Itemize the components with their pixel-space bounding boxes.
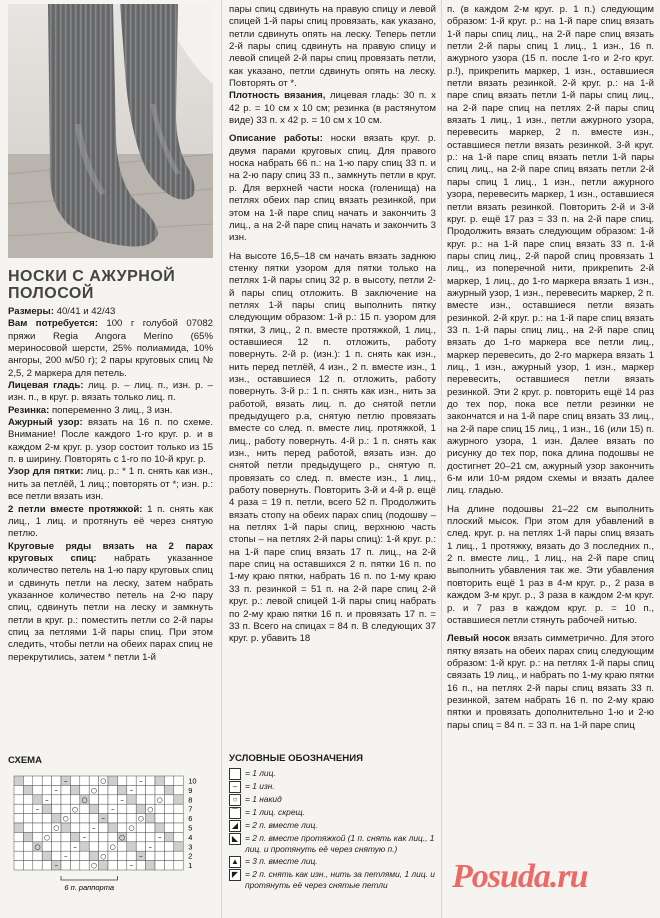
chart-symbol: ○ (119, 833, 126, 842)
chart-row-number: 1 (188, 861, 193, 871)
chart-cell (164, 795, 173, 804)
chart-cell (14, 851, 23, 860)
chart-cell (146, 814, 155, 823)
chart-cell (136, 861, 145, 870)
chart-symbol: – (73, 842, 77, 851)
chart-cell (155, 823, 164, 832)
chart-cell (117, 823, 126, 832)
chart-cell (61, 785, 70, 794)
legend-symbol-icon: ○ (229, 794, 241, 806)
chart-cell (127, 795, 136, 804)
legend-text: = 1 лиц. (245, 768, 276, 778)
chart-cell (80, 814, 89, 823)
chart-cell (174, 823, 183, 832)
chart-symbol: ○ (137, 814, 144, 823)
chart-cell (61, 861, 70, 870)
chart-cell (33, 795, 42, 804)
chart-cell (164, 785, 173, 794)
chart-cell (136, 795, 145, 804)
paragraph: Лицевая гладь: лиц. р. – лиц. п., изн. р. – изн. п., в круг. р. вязать только лиц. п. (8, 380, 213, 404)
chart-symbol: ○ (156, 795, 163, 804)
chart-symbol: ○ (43, 833, 50, 842)
chart-symbol: – (129, 786, 134, 795)
chart-cell (146, 861, 155, 870)
paragraph: Левый носок вязать симметрично. Для этого пятку вязать на обеих парах спиц следующим образом: 1-й круг. р.: на петлях 1-й пары спиц связать 19 лиц., и набрать по 1-му краю пятки 16 п., на петлях 2-й пары спиц вязать 33 п. резинкой, затем набрать 16 п. по 2-му краю пятки и провязать дополнительно 1-ю и 2-ю пары спиц = 84 п. = 33 п. на 1-й паре спиц (447, 633, 655, 731)
legend-item (229, 869, 439, 891)
chart-cell (117, 842, 126, 851)
legend-item (229, 794, 439, 806)
chart-cell (80, 785, 89, 794)
text-column-2 (229, 4, 436, 646)
chart-cell (42, 785, 51, 794)
chart-symbol: – (157, 833, 162, 842)
chart-symbol: – (35, 805, 40, 814)
chart-cell (33, 785, 42, 794)
paragraph: Ажурный узор: вязать на 16 п. по схеме. Внимание! После каждого 1-го круг. р. и в каждом 2-м круг. р. узор состоит только из 15 п. в ширину. Повторять с 1-го по 10-й круг. р. (8, 417, 213, 466)
chart-cell (99, 842, 108, 851)
chart-cell (164, 861, 173, 870)
chart-symbol: ○ (53, 824, 60, 833)
chart-cell (14, 804, 23, 813)
chart-cell (70, 814, 79, 823)
chart-cell (174, 861, 183, 870)
chart-cell (136, 785, 145, 794)
chart-cell (117, 851, 126, 860)
chart-cell (108, 851, 117, 860)
paragraph: Описание работы: носки вязать круг. р. двумя парами круговых спиц. Для правого носка набрать 66 п.: на 1-ю пару спиц 33 п. и на 2-ю пару спиц 33 п., замкнуть петли в круг. р. Для верхней части носка (голенища) на петлях обеих пар спиц вязать резинкой, при этом на 1-й паре спиц начать и закончить 3 лиц., а на 2-й паре спиц начать и закончить 3 изн. (229, 133, 436, 244)
chart-cell (127, 814, 136, 823)
chart-cell (164, 823, 173, 832)
paragraph: Плотность вязания, лицевая гладь: 30 п. х 42 р. = 10 см х 10 см; резинка (в растянутом виде) 33 п. х 42 р. = 10 см х 10 см. (229, 90, 436, 127)
chart-cell (80, 823, 89, 832)
chart-cell (70, 832, 79, 841)
chart-cell (14, 842, 23, 851)
chart-symbol: – (92, 824, 96, 833)
legend-item (229, 833, 439, 855)
chart-symbol: – (101, 814, 106, 823)
chart-symbol: ○ (147, 805, 154, 814)
chart-cell (174, 832, 183, 841)
chart-cell (108, 861, 117, 870)
chart-cell (33, 814, 42, 823)
chart-cell (127, 842, 136, 851)
chart-symbol: ○ (72, 805, 79, 814)
chart-symbol: ○ (90, 786, 97, 795)
chart-cell (146, 823, 155, 832)
chart-cell (155, 842, 164, 851)
chart-cell (80, 776, 89, 785)
chart-cell (42, 804, 51, 813)
column-divider (221, 0, 222, 918)
chart-row-number: 2 (188, 851, 193, 861)
chart-cell (42, 851, 51, 860)
chart-cell (23, 851, 32, 860)
chart-cell (155, 776, 164, 785)
chart-cell (174, 804, 183, 813)
chart-cell (14, 785, 23, 794)
chart-cell (136, 804, 145, 813)
legend-text: = 1 изн. (245, 781, 275, 791)
legend-item (229, 781, 439, 793)
chart-symbol: ○ (34, 842, 41, 851)
chart-cell (89, 832, 98, 841)
chart-cell (14, 776, 23, 785)
chart-cell (99, 795, 108, 804)
chart-cell (146, 776, 155, 785)
chart-cell (33, 861, 42, 870)
chart-cell (61, 795, 70, 804)
chart-cell (155, 861, 164, 870)
chart-cell (164, 804, 173, 813)
schema-title: СХЕМА (8, 755, 42, 766)
text-column-1 (8, 276, 213, 664)
paragraph: п. (в каждом 2-м круг. р. 1 п.) следующим образом: 1-й круг. р.: на 1-й паре спиц вязать 1-й пары спиц лиц., на 2-й паре спиц вязать петли 2-й пары спиц 1 лиц., 1 изн., 16 п. ажурного узора (15 п. после 1-го и 2-го круг. р.!), прикрепить маркер, 1 изн., оставшиеся петли вязать резинкой. 2-й круг. р.: на 1-й паре спиц вязать петли 1-й пары спиц лиц., на 2-й паре спиц на петлях 2-й пары спиц вязать 1 лиц., 1 изн., петли ажурного узора, перевесить маркер, 2 п. вместе изн., оставшиеся петли вязать резинкой. 3-й круг. р.: на 1-й паре спиц вязать петли 1-й пары спиц лиц., на 2-й паре спиц вязать петли 2-й пары спиц 1 лиц., 1 изн., петли ажурного узора, перевесить маркер, 1 изн., оставшиеся петли вязать резинкой. Повторить 2-й и 3-й круг. р. ещё 17 раз = 33 п. на 2-й паре спиц. Продолжить вязать следующим образом: 1-й круг. р.: на 1-й паре спиц вязать 33 п. 1-й пары спиц лиц., 2-й парой спиц провязать 1 лиц., из поперечной нити, прикрепить 2-й маркер, 1 лиц., до 1-го маркера вязать 1 изн., ажурный узор, 1 изн., перевесить маркер, 2 п. вместе изн., оставшиеся петли вязать резинкой. 2-й круг. р.: на 1-й паре спиц вязать 33 п. 1-й пары спиц лиц., на 2-й паре спиц вязать до 1-го маркера все петли лиц., маркер перевесить, до 2-го маркера вязать 1 лиц., 1 изн., ажурный узор, 1 изн., маркер перевесить, оставшиеся петли вязать резинкой. Эти 2 круг. р. повторить ещё 14 раз до тех пор, пока все петли резинки не закончатся и на 1-й паре спиц вязать 33 лиц., на 2-й паре спиц 15 лиц., 1 изн., 16 (или 15) п. ажурного узора, 1 изн. Далее вязать по рисунку до тех пор, пока длина подошвы не достигнет 20–21 см, ажурный узор закончить 6-м или 10-м рядом схемы и вязать далее лиц. гладью. (447, 4, 654, 497)
legend-text: = 2 п. снять как изн., нить за петлями, 1 лиц. и протянуть её через снятые петли (245, 869, 435, 890)
chart-cell (136, 823, 145, 832)
chart-cell (14, 861, 23, 870)
chart-cell (33, 823, 42, 832)
chart-cell (33, 832, 42, 841)
chart-cell (14, 832, 23, 841)
chart-cell (80, 861, 89, 870)
chart-symbol: – (54, 786, 59, 795)
chart-cell (146, 795, 155, 804)
chart-cell (52, 776, 61, 785)
chart-cell (14, 823, 23, 832)
chart-symbol: – (45, 795, 49, 804)
chart-row-number: 3 (188, 842, 193, 852)
chart-cell (61, 832, 70, 841)
chart-cell (164, 832, 173, 841)
paragraph: На длине подошвы 21–22 см выполнить плоский мысок. При этом для убавлений в след. круг. р. на петлях 1-й пары спиц вязать 1 лиц., 1 протяжку, вязать до 3 последних п., 2 п. вместе лиц., 1 лиц., на 2-й паре спиц выполнить убавления так же. Эти убавления повторить ещё 1 раз в 4-м круг. р., 2 раза в каждом 3-м круг. р., 3 раза в каждом 2-м круг. р. и 7 раз в каждом круг. р. = 10 п., оставшиеся петли стянуть рабочей нитью. (447, 503, 654, 626)
chart-symbol: ○ (90, 861, 97, 870)
chart-cell (127, 832, 136, 841)
chart-cell (99, 804, 108, 813)
chart-cell (108, 776, 117, 785)
chart-row-number: 9 (188, 785, 193, 795)
chart-symbol: – (120, 795, 124, 804)
chart-cell (14, 814, 23, 823)
chart-cell (174, 795, 183, 804)
chart-cell (174, 814, 183, 823)
chart-cell (42, 861, 51, 870)
chart-cell (23, 776, 32, 785)
chart-row-number: 4 (188, 832, 193, 842)
legend-symbol-icon: ⌒ (231, 808, 239, 817)
chart-cell (155, 851, 164, 860)
watermark-logo: Posuda.ru (452, 858, 588, 895)
chart-cell (117, 861, 126, 870)
chart-cell (23, 832, 32, 841)
legend-symbol-icon: – (229, 781, 241, 793)
chart-cell (127, 776, 136, 785)
paragraph: 2 петли вместе протяжкой: 1 п. снять как лиц., 1 лиц. и протянуть её через снятую петлю. (8, 503, 213, 540)
chart-cell (52, 851, 61, 860)
legend-text: = 2 п. вместе протяжкой (1 п. снять как лиц., 1 лиц. и протянуть её через снятую п.) (245, 833, 435, 854)
chart-cell (99, 861, 108, 870)
chart-symbol: – (82, 833, 87, 842)
chart-cell (99, 823, 108, 832)
chart-cell (52, 832, 61, 841)
chart-cell (99, 785, 108, 794)
legend-symbol-icon (229, 768, 241, 780)
chart-cell (42, 814, 51, 823)
chart-symbol: – (63, 777, 68, 786)
legend-item (229, 807, 439, 819)
chart-cell (33, 851, 42, 860)
chart-symbol: ○ (128, 824, 135, 833)
chart-cell (42, 842, 51, 851)
knitting-chart (10, 770, 210, 915)
chart-symbol: – (110, 805, 115, 814)
legend-item (229, 820, 439, 832)
chart-cell (33, 776, 42, 785)
chart-symbol: – (63, 852, 68, 861)
chart-cell (89, 814, 98, 823)
chart-cell (136, 842, 145, 851)
chart-cell (89, 804, 98, 813)
chart-cell (23, 795, 32, 804)
chart-cell (174, 842, 183, 851)
chart-cell (70, 776, 79, 785)
chart-symbol: – (139, 852, 143, 861)
chart-row-number: 5 (188, 823, 193, 833)
chart-cell (42, 823, 51, 832)
chart-cell (89, 795, 98, 804)
chart-symbol: ○ (81, 795, 88, 804)
chart-cell (99, 832, 108, 841)
chart-cell (117, 804, 126, 813)
chart-cell (164, 814, 173, 823)
chart-symbol: – (129, 861, 134, 870)
paragraph: Резинка: попеременно 3 лиц., 3 изн. (8, 404, 173, 416)
chart-symbol: ○ (109, 842, 116, 851)
chart-cell (23, 814, 32, 823)
chart-cell (23, 842, 32, 851)
column-divider (441, 0, 442, 918)
chart-cell (117, 814, 126, 823)
chart-cell (127, 851, 136, 860)
chart-row-number: 7 (188, 804, 193, 814)
chart-cell (52, 842, 61, 851)
chart-cell (52, 795, 61, 804)
chart-symbol: – (148, 842, 153, 851)
legend-symbol-icon: ▲ (229, 856, 241, 868)
legend-symbol-icon: ◤ (229, 869, 241, 881)
legend-text: = 3 п. вместе лиц. (245, 856, 318, 866)
text-column-3 (447, 4, 654, 732)
repeat-label: 6 п. раппорта (64, 883, 115, 892)
chart-cell (164, 851, 173, 860)
chart-cell (89, 851, 98, 860)
chart-cell (23, 785, 32, 794)
chart-cell (174, 785, 183, 794)
paragraph: На высоте 16,5–18 см начать вязать заднюю стенку пятки узором для пятки только на петлях 1-й пары спиц 32 р. в высоту, петли 2-й пары спиц отложить. В заключение на петлях 1-й пары спиц выполнить пятку следующим образом: 1-й р.: 15 п. узором для пятки, 3 лиц., 2 п. вместе протяжкой, 1 лиц., оставшиеся 12 п. отложить, работу повернуть. 2-й р. (изн.): 1 п. снять как изн., нить перед петлёй, 4 изн., 2 п. вместе изн., 1 изн., оставшиеся 12 п. отложить, работу повернуть. 3-й р.: 1 п. снять как изн., нить за работой, вязать лиц. п. до снятой петли предыдущего р.а, снятую петлю провязать вместе со след. п. вместе лиц. протяжкой, 1 лиц., работу повернуть. 4-й р.: 1 п. снять как изн., нить перед работой, вязать изн. до снятой петли предыдущего р., снятую п. провязать со след. п. вместе изн., 1 лиц., работу повернуть. Повторить 3-й и 4-й р. ещё 4 раза = 19 п. петли, всего 52 п. Продолжить вязать стопу на обеих парах спиц (подошву – на петлях 1-й пары спиц, верхнюю часть стопы – на петлях 2-й пары спиц): 1-й круг. р.: на 1-й паре спиц вязать 17 п. лиц., на 2-й паре спиц на оставшихся 2 п. пятки 16 п. по 1-му краю пятки, набрать 16 п. по 1-му краю 33 п. резинкой = 51 п. на 2-й паре спиц 2-й круг. р.: левой спицей 1-й пары спиц набрать по 2-му краю пятки 16 п. и провязать 17 п. = 33 п. Всего на спицах = 84 п. В следующих 37 круг. р. убавить 18 (229, 250, 436, 645)
paragraph: Размеры: 40/41 и 42/43 (8, 306, 116, 317)
legend-text: = 2 п. вместе лиц. (245, 820, 318, 830)
chart-cell (61, 823, 70, 832)
chart-symbol: ○ (100, 777, 107, 786)
chart-cell (136, 832, 145, 841)
chart-cell (117, 785, 126, 794)
chart-cell (117, 776, 126, 785)
chart-cell (127, 804, 136, 813)
chart-cell (108, 785, 117, 794)
legend-text: = 1 лиц. скрещ. (245, 807, 305, 817)
legend-title: УСЛОВНЫЕ ОБОЗНАЧЕНИЯ (229, 753, 363, 764)
chart-cell (52, 804, 61, 813)
chart-cell (146, 785, 155, 794)
chart-cell (80, 851, 89, 860)
legend-symbol-icon: ◣ (229, 833, 241, 845)
chart-symbol: – (54, 861, 59, 870)
chart-cell (23, 823, 32, 832)
paragraph: Узор для пятки: лиц. р.: * 1 п. снять как изн., нить за петлёй, 1 лиц.; повторять от *; изн. р.: все петли вязать изн. (8, 466, 213, 503)
chart-cell (70, 851, 79, 860)
chart-cell (52, 814, 61, 823)
chart-symbol: ○ (62, 814, 69, 823)
legend-item (229, 856, 439, 868)
chart-cell (108, 795, 117, 804)
chart-cell (23, 861, 32, 870)
chart-cell (80, 804, 89, 813)
paragraph: Круговые ряды вязать на 2 парах круговых спиц: набрать указанное количество петель на 1-ю пару круговых спиц и сдвинуть петли на леску, затем набрать указанное количество петель на 2-ю пару спиц, сдвинуть петли на леску и замкнуть петли в круг. р.: поместить петли со 2-й пары спиц за петлями 1-й пары спиц. При этом следить, чтобы петли на обеих парах спиц не перекрутились, затем * петли 1-й (8, 540, 213, 663)
article-title: НОСКИ С АЖУРНОЙ ПОЛОСОЙ (8, 268, 176, 302)
chart-row-number: 10 (188, 776, 197, 786)
socks-photo (8, 4, 213, 258)
chart-symbol: ○ (100, 852, 107, 861)
repeat-bracket (61, 876, 117, 880)
chart-row-number: 8 (188, 795, 193, 805)
legend (229, 768, 439, 892)
chart-cell (108, 823, 117, 832)
chart-cell (155, 785, 164, 794)
chart-cell (70, 795, 79, 804)
chart-cell (164, 776, 173, 785)
chart-cell (146, 832, 155, 841)
paragraph: пары спиц сдвинуть на правую спицу и левой спицей 1-й пары спиц провязать, как указано, петли сдвинуть опять на леску. Теперь петли 2-й пары спиц сдвинуть на правую спицу и левой спицей 2-й пары спиц провязать петли, как указано, петли сдвинуть опять на леску. Повторять от *. (229, 4, 436, 90)
chart-cell (164, 842, 173, 851)
chart-cell (108, 832, 117, 841)
chart-cell (155, 814, 164, 823)
paragraph: Вам потребуется: 100 г голубой 07082 пряжи Regia Angora Merino (65% мериносовой шерсти, 25% полиамида, 10% ангоры, 200 м/50 г); 2 пары круговых спиц № 2,5, 2 маркера для петель. (8, 318, 213, 379)
chart-cell (174, 851, 183, 860)
legend-item (229, 768, 439, 780)
chart-cell (70, 823, 79, 832)
legend-symbol-icon: ◢ (229, 820, 241, 832)
chart-cell (61, 842, 70, 851)
chart-cell (89, 842, 98, 851)
chart-cell (155, 804, 164, 813)
chart-cell (23, 804, 32, 813)
chart-cell (146, 851, 155, 860)
legend-text: = 1 накид (245, 794, 282, 804)
chart-cell (174, 776, 183, 785)
chart-cell (70, 785, 79, 794)
chart-cell (89, 776, 98, 785)
socks-illustration (8, 4, 213, 258)
chart-cell (108, 814, 117, 823)
chart-cell (14, 795, 23, 804)
chart-row-number: 6 (188, 814, 193, 824)
chart-cell (61, 804, 70, 813)
chart-cell (80, 842, 89, 851)
chart-cell (70, 861, 79, 870)
chart-symbol: – (139, 777, 143, 786)
chart-cell (42, 776, 51, 785)
